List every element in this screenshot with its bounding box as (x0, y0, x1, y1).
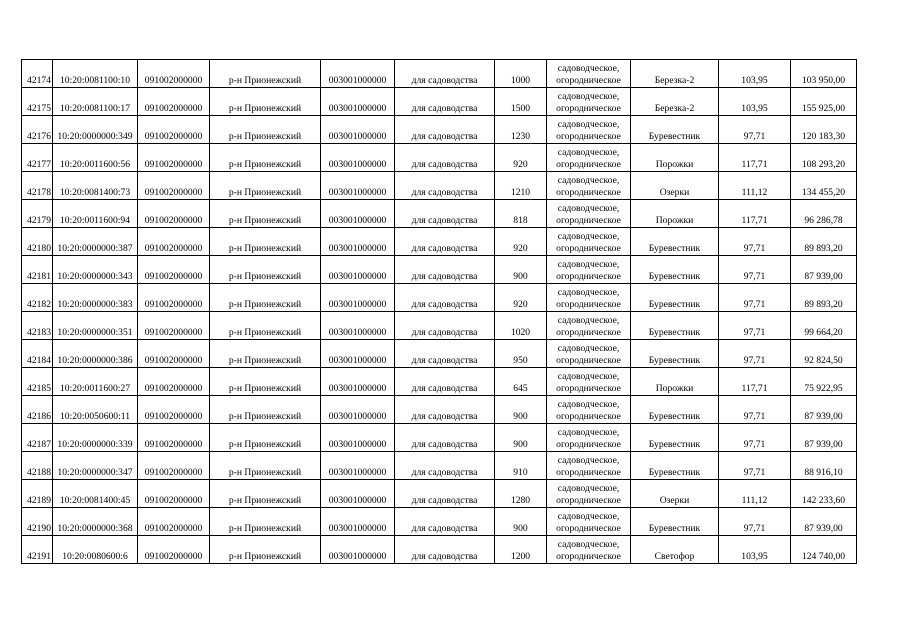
purpose-line-1: садоводческое, (557, 203, 620, 214)
table-row (22, 144, 857, 172)
purpose-line-2: огородническое (556, 187, 621, 198)
purpose-line-1: садоводческое, (557, 91, 620, 102)
cadastral-value-cell: 89 893,20 (791, 284, 857, 312)
specific-value-cell: 111,12 (719, 480, 791, 508)
purpose-cell (547, 228, 631, 256)
category-code-cell: 003001000000 (321, 424, 395, 452)
okato-code-cell: 091002000000 (138, 452, 210, 480)
area-cell: 1230 (495, 116, 547, 144)
category-code-cell: 003001000000 (321, 480, 395, 508)
location-cell: Порожки (631, 144, 719, 172)
purpose-line-1: садоводческое, (557, 511, 620, 522)
category-code-cell: 003001000000 (321, 144, 395, 172)
okato-code-cell: 091002000000 (138, 228, 210, 256)
specific-value-cell: 117,71 (719, 368, 791, 396)
area-cell: 920 (495, 228, 547, 256)
okato-code-cell: 091002000000 (138, 340, 210, 368)
location-cell: Буревестник (631, 340, 719, 368)
purpose-line-1: садоводческое, (557, 147, 620, 158)
purpose-line-2: огородническое (556, 103, 621, 114)
purpose-line-2: огородническое (556, 523, 621, 534)
category-code-cell: 003001000000 (321, 396, 395, 424)
category-code-cell: 003001000000 (321, 88, 395, 116)
area-cell: 1200 (495, 536, 547, 564)
specific-value-cell: 97,71 (719, 228, 791, 256)
district-cell: р-н Прионежский (210, 508, 321, 536)
location-cell: Буревестник (631, 256, 719, 284)
purpose-cell (547, 256, 631, 284)
purpose-cell (547, 172, 631, 200)
purpose-line-1: садоводческое, (557, 483, 620, 494)
location-cell: Буревестник (631, 116, 719, 144)
table-body (22, 60, 857, 564)
cadastral-number-cell: 10:20:0011600:94 (53, 200, 138, 228)
purpose-cell (547, 200, 631, 228)
specific-value-cell: 97,71 (719, 396, 791, 424)
location-cell: Березка-2 (631, 60, 719, 88)
specific-value-cell: 117,71 (719, 200, 791, 228)
table-row (22, 172, 857, 200)
row-number-cell: 42187 (22, 424, 53, 452)
location-cell: Озерки (631, 480, 719, 508)
cadastral-number-cell: 10:20:0081100:10 (53, 60, 138, 88)
permitted-use-cell: для садоводства (395, 116, 495, 144)
district-cell: р-н Прионежский (210, 312, 321, 340)
row-number-cell: 42186 (22, 396, 53, 424)
location-cell: Буревестник (631, 508, 719, 536)
cadastral-number-cell: 10:20:0000000:351 (53, 312, 138, 340)
category-code-cell: 003001000000 (321, 284, 395, 312)
okato-code-cell: 091002000000 (138, 60, 210, 88)
cadastral-number-cell: 10:20:0000000:349 (53, 116, 138, 144)
permitted-use-cell: для садоводства (395, 396, 495, 424)
district-cell: р-н Прионежский (210, 144, 321, 172)
purpose-line-1: садоводческое, (557, 315, 620, 326)
area-cell: 920 (495, 284, 547, 312)
okato-code-cell: 091002000000 (138, 144, 210, 172)
row-number-cell: 42175 (22, 88, 53, 116)
cadastral-value-cell: 99 664,20 (791, 312, 857, 340)
table-row (22, 200, 857, 228)
district-cell: р-н Прионежский (210, 116, 321, 144)
area-cell: 920 (495, 144, 547, 172)
cadastral-number-cell: 10:20:0000000:383 (53, 284, 138, 312)
area-cell: 1500 (495, 88, 547, 116)
okato-code-cell: 091002000000 (138, 536, 210, 564)
permitted-use-cell: для садоводства (395, 424, 495, 452)
area-cell: 1210 (495, 172, 547, 200)
area-cell: 900 (495, 424, 547, 452)
area-cell: 1020 (495, 312, 547, 340)
permitted-use-cell: для садоводства (395, 508, 495, 536)
row-number-cell: 42181 (22, 256, 53, 284)
row-number-cell: 42191 (22, 536, 53, 564)
permitted-use-cell: для садоводства (395, 536, 495, 564)
district-cell: р-н Прионежский (210, 284, 321, 312)
specific-value-cell: 97,71 (719, 256, 791, 284)
purpose-line-2: огородническое (556, 215, 621, 226)
purpose-cell (547, 452, 631, 480)
category-code-cell: 003001000000 (321, 508, 395, 536)
okato-code-cell: 091002000000 (138, 424, 210, 452)
district-cell: р-н Прионежский (210, 340, 321, 368)
table-row (22, 368, 857, 396)
area-cell: 910 (495, 452, 547, 480)
area-cell: 818 (495, 200, 547, 228)
row-number-cell: 42180 (22, 228, 53, 256)
cadastral-value-cell: 103 950,00 (791, 60, 857, 88)
area-cell: 900 (495, 396, 547, 424)
row-number-cell: 42189 (22, 480, 53, 508)
table-row (22, 424, 857, 452)
purpose-line-2: огородническое (556, 551, 621, 562)
purpose-line-2: огородническое (556, 439, 621, 450)
cadastral-number-cell: 10:20:0000000:339 (53, 424, 138, 452)
location-cell: Березка-2 (631, 88, 719, 116)
purpose-line-2: огородническое (556, 495, 621, 506)
purpose-line-1: садоводческое, (557, 287, 620, 298)
cadastral-value-cell: 89 893,20 (791, 228, 857, 256)
location-cell: Буревестник (631, 284, 719, 312)
cadastral-number-cell: 10:20:0081100:17 (53, 88, 138, 116)
purpose-line-1: садоводческое, (557, 259, 620, 270)
row-number-cell: 42178 (22, 172, 53, 200)
purpose-line-2: огородническое (556, 243, 621, 254)
permitted-use-cell: для садоводства (395, 228, 495, 256)
permitted-use-cell: для садоводства (395, 340, 495, 368)
okato-code-cell: 091002000000 (138, 396, 210, 424)
cadastral-number-cell: 10:20:0000000:387 (53, 228, 138, 256)
okato-code-cell: 091002000000 (138, 368, 210, 396)
area-cell: 900 (495, 256, 547, 284)
purpose-cell (547, 88, 631, 116)
permitted-use-cell: для садоводства (395, 256, 495, 284)
district-cell: р-н Прионежский (210, 536, 321, 564)
location-cell: Озерки (631, 172, 719, 200)
cadastral-value-cell: 87 939,00 (791, 508, 857, 536)
purpose-cell (547, 284, 631, 312)
category-code-cell: 003001000000 (321, 368, 395, 396)
cadastral-value-cell: 88 916,10 (791, 452, 857, 480)
district-cell: р-н Прионежский (210, 452, 321, 480)
category-code-cell: 003001000000 (321, 116, 395, 144)
cadastral-value-cell: 155 925,00 (791, 88, 857, 116)
specific-value-cell: 97,71 (719, 116, 791, 144)
table-row (22, 116, 857, 144)
permitted-use-cell: для садоводства (395, 452, 495, 480)
category-code-cell: 003001000000 (321, 60, 395, 88)
purpose-cell (547, 368, 631, 396)
table-row (22, 340, 857, 368)
district-cell: р-н Прионежский (210, 200, 321, 228)
area-cell: 645 (495, 368, 547, 396)
cadastral-value-cell: 87 939,00 (791, 424, 857, 452)
purpose-cell (547, 424, 631, 452)
table-row (22, 256, 857, 284)
specific-value-cell: 97,71 (719, 424, 791, 452)
row-number-cell: 42174 (22, 60, 53, 88)
cadastral-number-cell: 10:20:0000000:347 (53, 452, 138, 480)
land-registry-table (21, 59, 857, 564)
district-cell: р-н Прионежский (210, 256, 321, 284)
row-number-cell: 42176 (22, 116, 53, 144)
district-cell: р-н Прионежский (210, 60, 321, 88)
permitted-use-cell: для садоводства (395, 368, 495, 396)
permitted-use-cell: для садоводства (395, 200, 495, 228)
purpose-cell (547, 396, 631, 424)
row-number-cell: 42183 (22, 312, 53, 340)
permitted-use-cell: для садоводства (395, 284, 495, 312)
cadastral-value-cell: 142 233,60 (791, 480, 857, 508)
cadastral-number-cell: 10:20:0050600:11 (53, 396, 138, 424)
cadastral-number-cell: 10:20:0011600:56 (53, 144, 138, 172)
cadastral-value-cell: 87 939,00 (791, 256, 857, 284)
purpose-cell (547, 340, 631, 368)
location-cell: Буревестник (631, 396, 719, 424)
row-number-cell: 42190 (22, 508, 53, 536)
purpose-line-1: садоводческое, (557, 371, 620, 382)
specific-value-cell: 111,12 (719, 172, 791, 200)
category-code-cell: 003001000000 (321, 172, 395, 200)
table-row (22, 452, 857, 480)
district-cell: р-н Прионежский (210, 88, 321, 116)
permitted-use-cell: для садоводства (395, 144, 495, 172)
row-number-cell: 42182 (22, 284, 53, 312)
table-row (22, 284, 857, 312)
table-row (22, 396, 857, 424)
table-row (22, 88, 857, 116)
table-row (22, 312, 857, 340)
location-cell: Буревестник (631, 228, 719, 256)
cadastral-number-cell: 10:20:0081400:73 (53, 172, 138, 200)
purpose-line-1: садоводческое, (557, 427, 620, 438)
district-cell: р-н Прионежский (210, 480, 321, 508)
purpose-line-1: садоводческое, (557, 539, 620, 550)
cadastral-value-cell: 87 939,00 (791, 396, 857, 424)
permitted-use-cell: для садоводства (395, 480, 495, 508)
district-cell: р-н Прионежский (210, 396, 321, 424)
category-code-cell: 003001000000 (321, 256, 395, 284)
purpose-cell (547, 144, 631, 172)
purpose-line-2: огородническое (556, 467, 621, 478)
specific-value-cell: 103,95 (719, 536, 791, 564)
purpose-line-2: огородническое (556, 383, 621, 394)
category-code-cell: 003001000000 (321, 340, 395, 368)
permitted-use-cell: для садоводства (395, 172, 495, 200)
district-cell: р-н Прионежский (210, 228, 321, 256)
okato-code-cell: 091002000000 (138, 480, 210, 508)
area-cell: 1000 (495, 60, 547, 88)
okato-code-cell: 091002000000 (138, 312, 210, 340)
purpose-line-1: садоводческое, (557, 343, 620, 354)
category-code-cell: 003001000000 (321, 228, 395, 256)
cadastral-number-cell: 10:20:0000000:343 (53, 256, 138, 284)
specific-value-cell: 97,71 (719, 340, 791, 368)
district-cell: р-н Прионежский (210, 424, 321, 452)
purpose-cell (547, 480, 631, 508)
purpose-line-1: садоводческое, (557, 175, 620, 186)
okato-code-cell: 091002000000 (138, 116, 210, 144)
purpose-line-2: огородническое (556, 131, 621, 142)
purpose-cell (547, 60, 631, 88)
cadastral-value-cell: 96 286,78 (791, 200, 857, 228)
row-number-cell: 42179 (22, 200, 53, 228)
permitted-use-cell: для садоводства (395, 60, 495, 88)
specific-value-cell: 103,95 (719, 88, 791, 116)
cadastral-value-cell: 92 824,50 (791, 340, 857, 368)
purpose-line-2: огородническое (556, 327, 621, 338)
row-number-cell: 42184 (22, 340, 53, 368)
okato-code-cell: 091002000000 (138, 88, 210, 116)
district-cell: р-н Прионежский (210, 172, 321, 200)
cadastral-number-cell: 10:20:0000000:368 (53, 508, 138, 536)
table-row (22, 60, 857, 88)
location-cell: Буревестник (631, 312, 719, 340)
purpose-cell (547, 312, 631, 340)
row-number-cell: 42185 (22, 368, 53, 396)
purpose-line-2: огородническое (556, 411, 621, 422)
cadastral-value-cell: 75 922,95 (791, 368, 857, 396)
purpose-line-1: садоводческое, (557, 119, 620, 130)
area-cell: 1280 (495, 480, 547, 508)
location-cell: Буревестник (631, 452, 719, 480)
location-cell: Порожки (631, 368, 719, 396)
permitted-use-cell: для садоводства (395, 312, 495, 340)
location-cell: Буревестник (631, 424, 719, 452)
row-number-cell: 42188 (22, 452, 53, 480)
category-code-cell: 003001000000 (321, 536, 395, 564)
purpose-cell (547, 508, 631, 536)
row-number-cell: 42177 (22, 144, 53, 172)
okato-code-cell: 091002000000 (138, 508, 210, 536)
district-cell: р-н Прионежский (210, 368, 321, 396)
category-code-cell: 003001000000 (321, 200, 395, 228)
table-row (22, 480, 857, 508)
specific-value-cell: 97,71 (719, 508, 791, 536)
cadastral-number-cell: 10:20:0080600:6 (53, 536, 138, 564)
okato-code-cell: 091002000000 (138, 172, 210, 200)
okato-code-cell: 091002000000 (138, 284, 210, 312)
purpose-line-1: садоводческое, (557, 455, 620, 466)
okato-code-cell: 091002000000 (138, 256, 210, 284)
specific-value-cell: 117,71 (719, 144, 791, 172)
cadastral-value-cell: 108 293,20 (791, 144, 857, 172)
table-row (22, 228, 857, 256)
purpose-line-2: огородническое (556, 299, 621, 310)
cadastral-number-cell: 10:20:0081400:45 (53, 480, 138, 508)
purpose-cell (547, 536, 631, 564)
cadastral-number-cell: 10:20:0011600:27 (53, 368, 138, 396)
category-code-cell: 003001000000 (321, 312, 395, 340)
purpose-line-1: садоводческое, (557, 231, 620, 242)
table-row (22, 508, 857, 536)
location-cell: Светофор (631, 536, 719, 564)
table-row (22, 536, 857, 564)
cadastral-value-cell: 134 455,20 (791, 172, 857, 200)
purpose-line-1: садоводческое, (557, 399, 620, 410)
category-code-cell: 003001000000 (321, 452, 395, 480)
specific-value-cell: 97,71 (719, 312, 791, 340)
area-cell: 900 (495, 508, 547, 536)
location-cell: Порожки (631, 200, 719, 228)
area-cell: 950 (495, 340, 547, 368)
specific-value-cell: 103,95 (719, 60, 791, 88)
purpose-line-2: огородническое (556, 355, 621, 366)
specific-value-cell: 97,71 (719, 284, 791, 312)
purpose-line-2: огородническое (556, 75, 621, 86)
permitted-use-cell: для садоводства (395, 88, 495, 116)
purpose-line-1: садоводческое, (557, 63, 620, 74)
purpose-line-2: огородническое (556, 271, 621, 282)
specific-value-cell: 97,71 (719, 452, 791, 480)
purpose-cell (547, 116, 631, 144)
okato-code-cell: 091002000000 (138, 200, 210, 228)
cadastral-value-cell: 124 740,00 (791, 536, 857, 564)
cadastral-value-cell: 120 183,30 (791, 116, 857, 144)
cadastral-number-cell: 10:20:0000000:386 (53, 340, 138, 368)
purpose-line-2: огородническое (556, 159, 621, 170)
